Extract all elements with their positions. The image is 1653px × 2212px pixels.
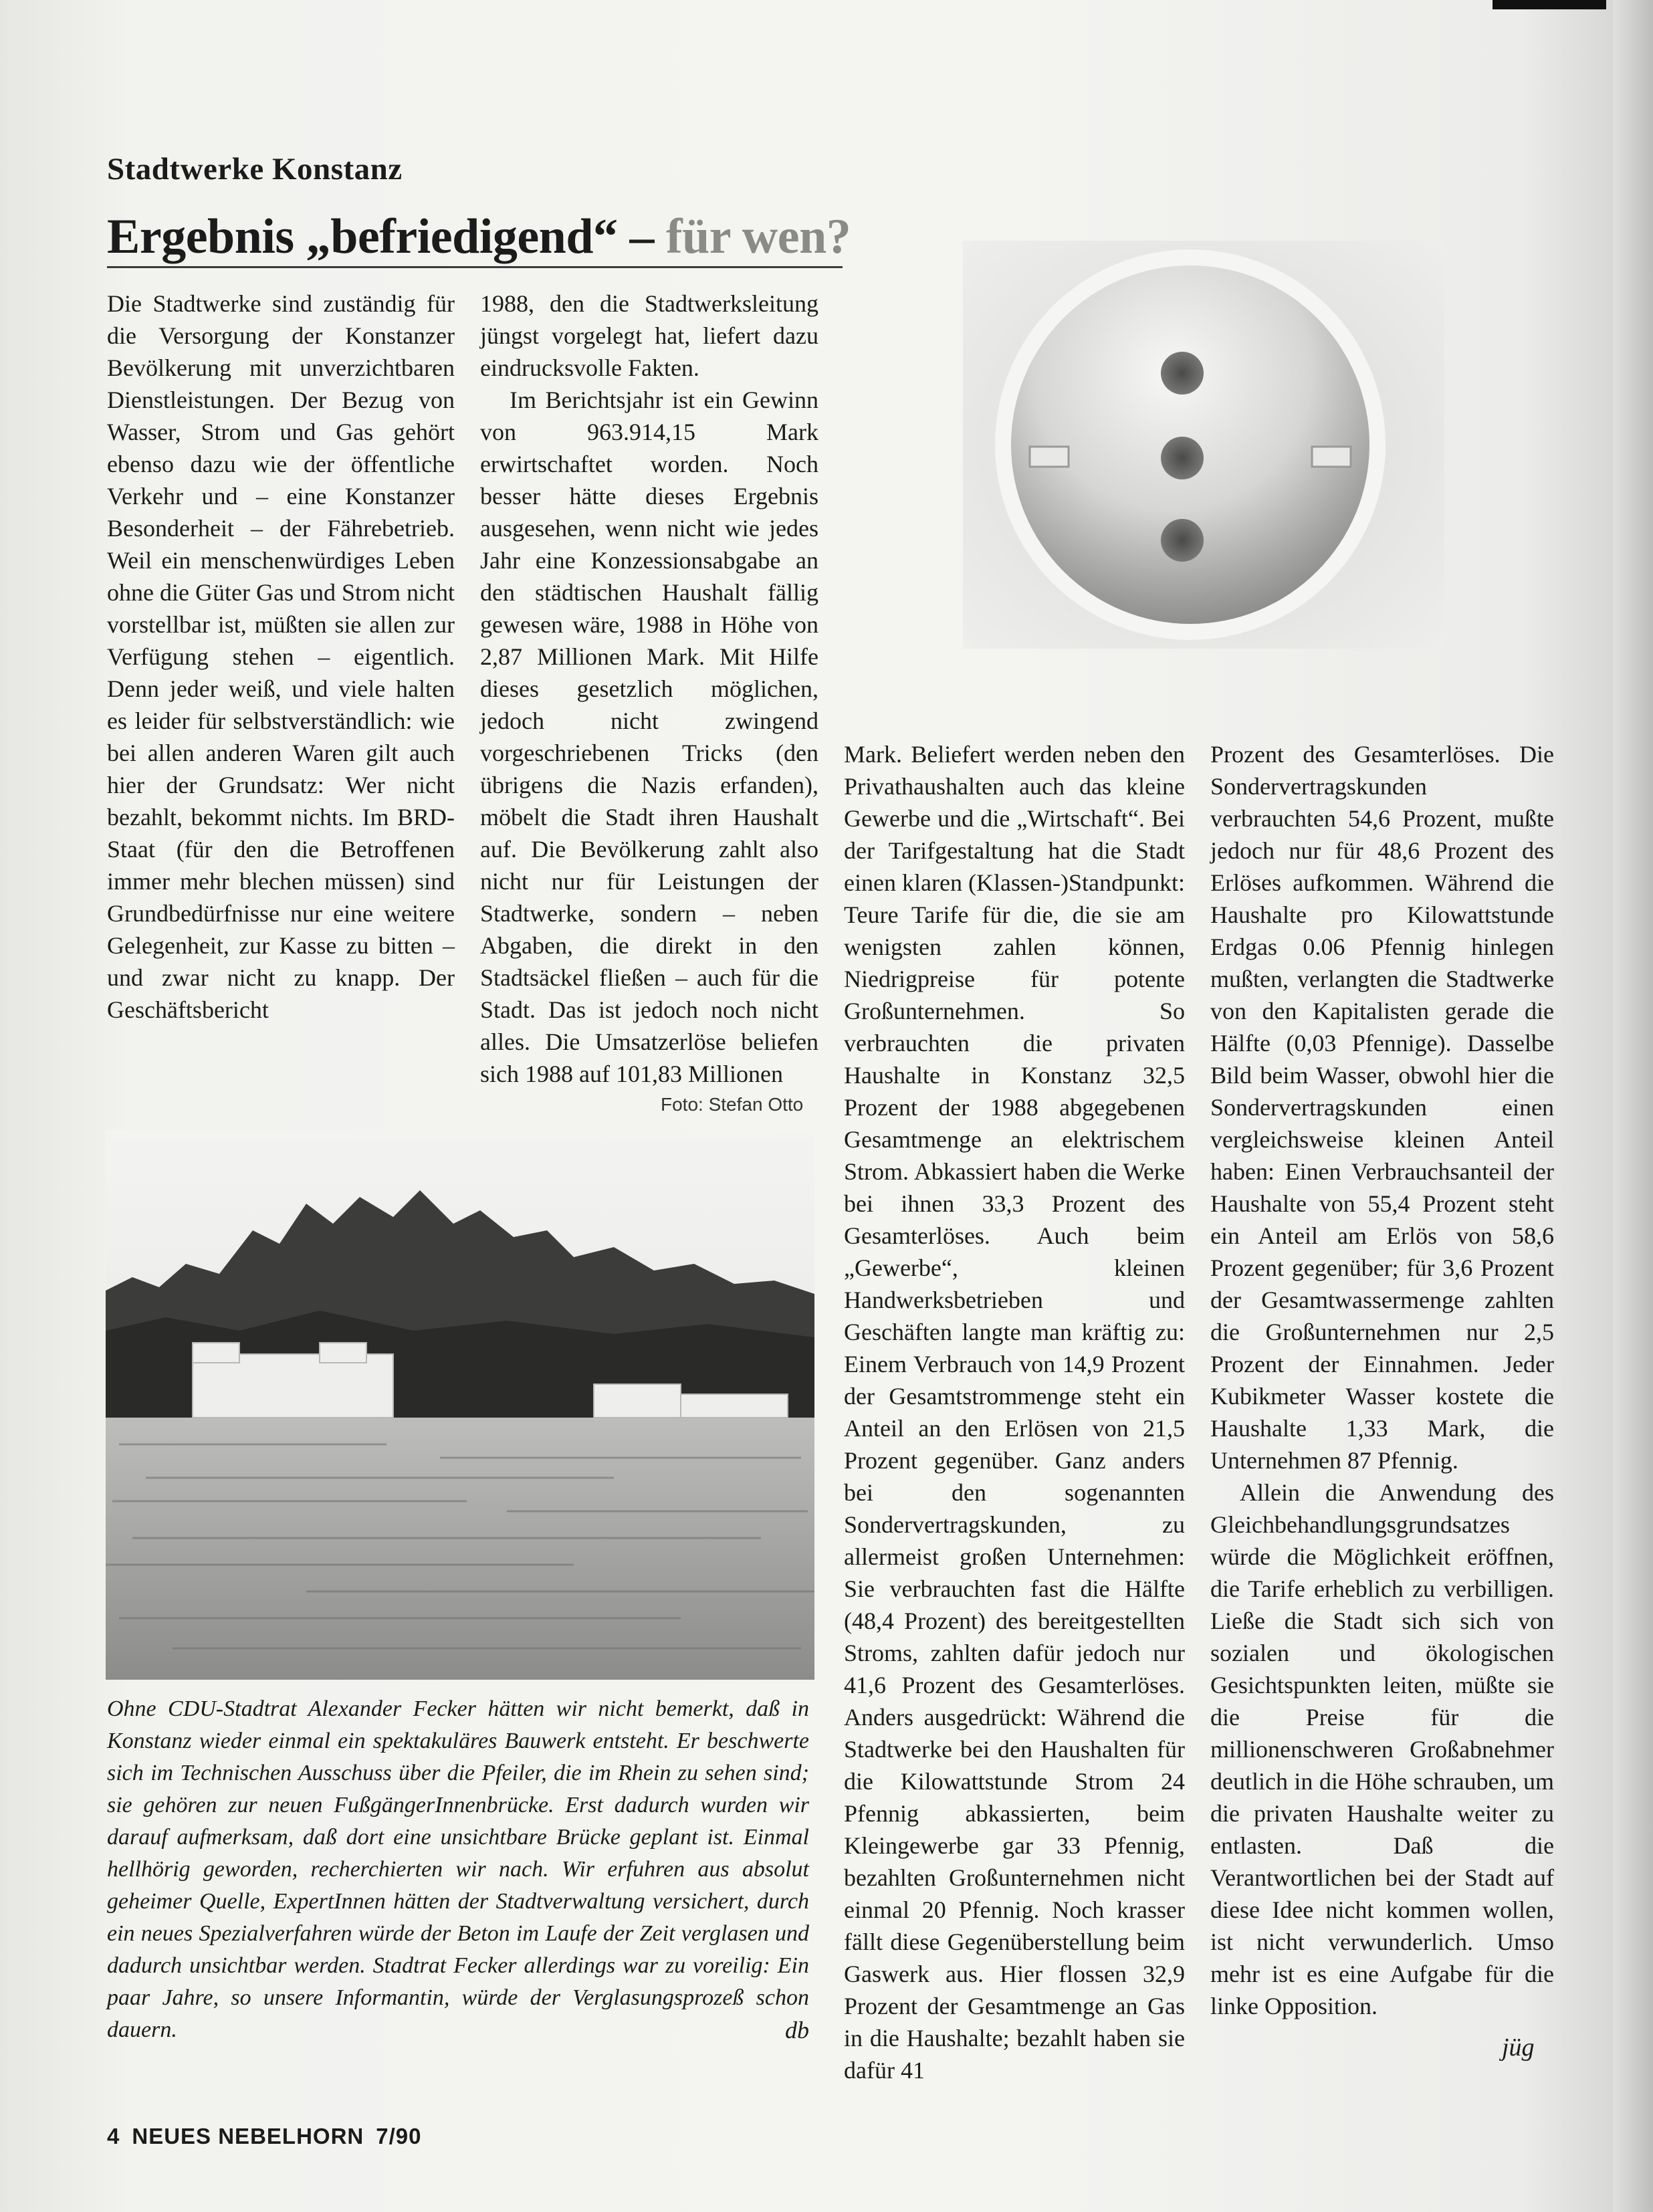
bridge-illustration (106, 1130, 814, 1680)
column-2-paragraph-2: Im Berichtsjahr ist ein Gewinn von 963.914,15 Mark erwirtschaftet worden. Noch besser hätte dieses Ergebnis ausgesehen, wenn nicht wie jedes Jahr eine Konzessionsabgabe an den städtischen Haushalt fällig gewesen wäre, 1988 in Höhe von 2,87 Millionen Mark. Mit Hilfe dieses gesetzlich möglichen, jedoch nicht zwingend vorgeschriebenen Tricks (den übrigens die Nazis erfanden), möbelt die Stadt ihren Haushalt auf. Die Bevölkerung zahlt also nicht nur für Leistungen der Stadtwerke, sondern – neben Abgaben, die direkt in den Stadtsäckel fließen – auch für die Stadt. Das ist jedoch noch nicht alles. Die Umsatzerlöse beliefen sich 1988 auf 101,83 Millionen (480, 386, 818, 1087)
article-column-3 (844, 738, 1185, 2084)
column-4-paragraph-2: Allein die Anwendung des Gleichbehandlungsgrundsatzes würde die Möglichkeit eröffnen, die Tarife erheblich zu verbilligen. Ließe die Stadt sich sich von sozialen und ökologischen Gesichtspunkten leiten, müßte sie die Preise für die millionenschweren Großabnehmer deutlich in die Höhe schrauben, um die privaten Haushalte weiter zu entlasten. Daß die Verantwortlichen bei der Stadt auf diese Idee nicht kommen wollen, ist nicht verwunderlich. Umso mehr ist es eine Aufgabe für die linke Opposition. (1210, 1479, 1554, 2019)
article-column-2 (480, 288, 818, 1087)
socket-photo (963, 241, 1444, 649)
page-edge-shadow (1613, 0, 1653, 2212)
article-column-1 (107, 288, 455, 1070)
bridge-photo (106, 1130, 814, 1680)
bridge-pillar-far (681, 1394, 788, 1418)
page-footer (107, 2124, 421, 2149)
headline-faded: für wen? (665, 209, 851, 264)
bridge-pillar-right (594, 1384, 681, 1418)
caption-text: Ohne CDU-Stadtrat Alexander Fecker hätten wir nicht bemerkt, daß in Konstanz wieder einmal ein spektakuläres Bauwerk entsteht. Er beschwerte sich im Technischen Ausschuss über die Pfeiler, die im Rhein zu sehen sind; sie gehören zur neuen FußgängerInnenbrücke. Erst dadurch wurden wir darauf aufmerksam, daß dort eine unsichtbare Brücke geplant ist. Einmal hellhörig geworden, recherchierten wir nach. Wir erfuhren aus absolut geheimer Quelle, ExpertInnen hätten der Stadtverwaltung versichert, durch ein neues Spezialverfahren würde der Beton im Laufe der Zeit verglasen und dadurch unsichtbar werden. Stadtrat Fecker allerdings war zu voreilig: Ein paar Jahre, so unsere Informantin, würde der Verglasungsprozeß schon dauern. (107, 1696, 809, 2042)
page-number: 4 (107, 2124, 120, 2148)
caption-signature: db (785, 2017, 809, 2043)
socket-hole-middle (1161, 437, 1204, 479)
article-kicker: Stadtwerke Konstanz (107, 152, 403, 187)
photo-credit: Foto: Stefan Otto (661, 1094, 804, 1115)
photo-caption (107, 1693, 809, 2046)
socket-hole-bottom (1161, 519, 1204, 562)
socket-clip-left (1030, 447, 1069, 467)
column-4-paragraph-1: Prozent des Gesamterlöses. Die Sondervertragskunden verbrauchten 54,6 Prozent, mußte jedoch nur für 48,6 Prozent des Erlöses aufkommen. Während die Haushalte pro Kilowattstunde Erdgas 0.06 Pfennig hinlegen mußten, verlangten die Stadtwerke von den Kapitalisten gerade die Hälfte (0,03 Pfennige). Dasselbe Bild beim Wasser, obwohl hier die Sondervertragskunden einen vergleichsweise kleinen Anteil haben: Einen Verbrauchsanteil der Haushalte von 55,4 Prozent steht ein Anteil am Erlös von 58,6 Prozent gegenüber; für 3,6 Prozent der Gesamtwassermenge zahlten die Großunternehmen nur 2,5 Prozent der Einnahmen. Jeder Kubikmeter Wasser kostete die Haushalte 1,33 Mark, die Unternehmen 87 Pfennig. (1210, 741, 1554, 1474)
article-headline (107, 209, 851, 265)
bridge-pillar-left-cap (193, 1343, 239, 1363)
socket-illustration (963, 241, 1444, 649)
column-1-text: Die Stadtwerke sind zuständig für die Versorgung der Konstanzer Bevölkerung mit unverzichtbaren Dienstleistungen. Der Bezug von Wasser, Strom und Gas gehört ebenso dazu wie der öffentliche Verkehr und – eine Konstanzer Besonderheit – der Fährebetrieb. Weil ein menschenwürdiges Leben ohne die Güter Gas und Strom nicht vorstellbar ist, müßten sie allen zur Verfügung stehen – eigentlich. Denn jeder weiß, und viele halten es leider für selbstverständlich: wie bei allen anderen Waren gilt auch hier der Grundsatz: Wer nicht bezahlt, bekommt nichts. Im BRD-Staat (für den die Betroffenen immer mehr blechen müssen) sind Grundbedürfnisse nur eine weitere Gelegenheit, zur Kasse zu bitten – und zwar nicht zu knapp. Der Geschäftsbericht (107, 290, 455, 1023)
bridge-pillar-left (193, 1354, 393, 1418)
socket-hole-top (1161, 352, 1204, 395)
socket-clip-right (1312, 447, 1351, 467)
issue-number: 7/90 (376, 2124, 422, 2148)
headline-rule (107, 266, 843, 268)
column-3-text: Mark. Beliefert werden neben den Privathaushalten auch das kleine Gewerbe und die „Wirtschaft“. Bei der Tarifgestaltung hat die Stadt einen klaren (Klassen-)Standpunkt: Teure Tarife für die, die sie am wenigsten zahlen können, Niedrigpreise für potente Großunternehmen. So verbrauchten die privaten Haushalte in Konstanz 32,5 Prozent der 1988 abgegebenen Gesamtmenge an elektrischem Strom. Abkassiert haben die Werke bei ihnen 33,3 Prozent des Gesamterlöses. Auch beim „Gewerbe“, kleinen Handwerksbetrieben und Geschäften langte man kräftig zu: Einem Verbrauch von 14,9 Prozent der Gesamtstrommenge steht ein Anteil an den Erlösen von 21,5 Prozent gegenüber. Ganz anders bei den sogenannten Sondervertragskunden, zu allermeist großen Unternehmen: Sie verbrauchten fast die Hälfte (48,4 Prozent) des bereitgestellten Stroms, zahlten dafür jedoch nur 41,6 Prozent des Gesamterlöses. Anders ausgedrückt: Während die Stadtwerke bei den Haushalten für die Kilowattstunde Strom 24 Pfennig abkassierten, beim Kleingewerbe gar 33 Pfennig, bezahlten Großunternehmen nicht einmal 20 Pfennig. Noch krasser fällt diese Gegenüberstellung beim Gaswerk aus. Hier flossen 32,9 Prozent der Gesamtmenge an Gas in die Haushalte; bezahlt haben sie dafür 41 (844, 741, 1185, 2084)
article-signature: jüg (1502, 2033, 1535, 2062)
magazine-name: NEUES NEBELHORN (132, 2124, 364, 2148)
bridge-pillar-left-cap-2 (320, 1343, 366, 1363)
headline-main: Ergebnis „befriedigend“ – (107, 209, 666, 264)
column-2-paragraph-1: 1988, den die Stadtwerksleitung jüngst vorgelegt hat, liefert dazu eindrucksvolle Fakten. (480, 290, 818, 381)
corner-tab (1493, 0, 1606, 9)
article-column-4 (1210, 738, 1554, 2069)
